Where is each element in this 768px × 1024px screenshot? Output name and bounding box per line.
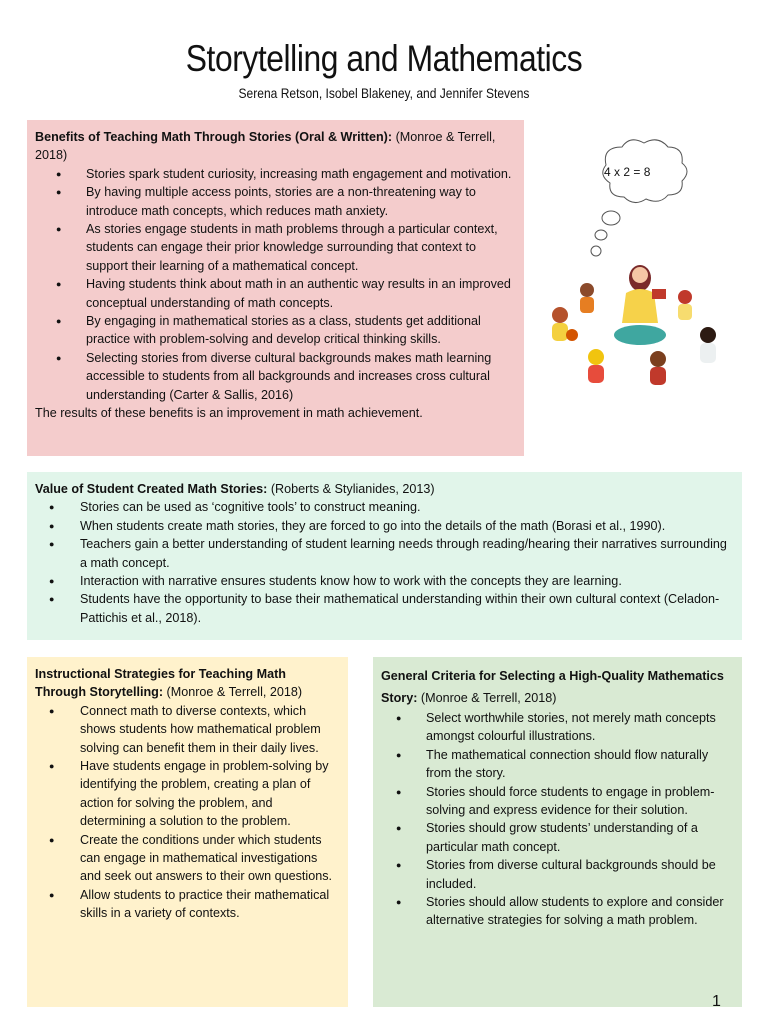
strategies-section [27, 657, 348, 1007]
list-item: ● Teachers gain a better understanding of student learning needs through reading/hearing their narratives surrounding a math concept. [35, 535, 734, 572]
benefits-list [35, 165, 516, 404]
benefits-citation: (Monroe & Terrell, 2018) [35, 130, 496, 163]
list-item: ● Selecting stories from diverse cultural backgrounds makes math learning accessible to students from all backgrounds and increases cross cultural understanding (Carter & Sallis, 2016) [35, 349, 516, 404]
benefits-footer: The results of these benefits is an improvement in math achievement. [35, 406, 423, 421]
list-item: ● The mathematical connection should flow naturally from the story. [381, 746, 734, 783]
list-item: ● Students have the opportunity to base their mathematical understanding within their own cultural context (Celadon-Pattichis et al., 2018). [35, 590, 734, 627]
list-item: ● Stories should allow students to explore and consider alternative strategies for solving a math problem. [381, 893, 734, 930]
list-item: ● Stories should grow students’ understanding of a particular math concept. [381, 819, 734, 856]
list-item: ● Create the conditions under which students can engage in mathematical investigations and seek out answers to their own questions. [35, 831, 340, 886]
list-item: ● Having students think about math in an authentic way results in an improved conceptual understanding of math concepts. [35, 275, 516, 312]
value-citation: (Roberts & Stylianides, 2013) [267, 482, 435, 496]
list-item: ● Stories spark student curiosity, increasing math engagement and motivation. [35, 165, 516, 183]
list-item: ● Stories from diverse cultural backgrounds should be included. [381, 856, 734, 893]
value-list [35, 498, 734, 627]
strategies-citation: (Monroe & Terrell, 2018) [163, 685, 303, 700]
thought-bubble-text: 4 x 2 = 8 [604, 165, 651, 179]
list-item: ● As stories engage students in math problems through a particular context, students can engage their prior knowledge surrounding that context to support their learning of a mathematical concept. [35, 220, 516, 275]
list-item: ● Connect math to diverse contexts, which shows students how mathematical problem solving can benefit them in their daily lives. [35, 702, 340, 757]
criteria-heading-line [381, 665, 734, 709]
list-item: ● By engaging in mathematical stories as a class, students get additional practice with problem-solving and develop critical thinking skills. [35, 312, 516, 349]
value-heading: Value of Student Created Math Stories: [35, 482, 268, 496]
strategies-list [35, 702, 340, 923]
list-item: ● By having multiple access points, stories are a non-threatening way to introduce math concepts, which reduces math anxiety. [35, 183, 516, 220]
list-item: ● Stories should force students to engage in problem-solving and express evidence for their solution. [381, 783, 734, 820]
value-heading-line [35, 480, 734, 498]
list-item: ● When students create math stories, they are forced to go into the details of the math (Borasi et al., 1990). [35, 517, 734, 535]
page-number: 1 [712, 993, 721, 1010]
list-item: ● Interaction with narrative ensures students know how to work with the concepts they are learning. [35, 572, 734, 590]
list-item: ● Stories can be used as ‘cognitive tools’ to construct meaning. [35, 498, 734, 516]
benefits-heading: Benefits of Teaching Math Through Stories (Oral & Written): [35, 130, 393, 144]
criteria-section [373, 657, 742, 1007]
benefits-section [27, 120, 524, 456]
criteria-list [381, 709, 734, 930]
authors: Serena Retson, Isobel Blakeney, and Jennifer Stevens [238, 85, 530, 101]
criteria-citation: (Monroe & Terrell, 2018) [417, 691, 557, 705]
list-item: ● Have students engage in problem-solving by identifying the problem, creating a plan of action for solving the problem, and determining a solution to the problem. [35, 757, 340, 831]
list-item: ● Select worthwhile stories, not merely math concepts amongst colourful illustrations. [381, 709, 734, 746]
value-section [27, 472, 742, 640]
page-title: Storytelling and Mathematics [185, 38, 583, 79]
teacher-reading-to-children-illustration [540, 135, 740, 405]
benefits-heading-line [35, 128, 516, 165]
criteria-heading: General Criteria for Selecting a High-Quality Mathematics Story: [381, 669, 724, 705]
strategies-heading: Instructional Strategies for Teaching Math Through Storytelling: [35, 667, 286, 700]
list-item: ● Allow students to practice their mathematical skills in a variety of contexts. [35, 886, 340, 923]
strategies-heading-line [35, 665, 340, 702]
